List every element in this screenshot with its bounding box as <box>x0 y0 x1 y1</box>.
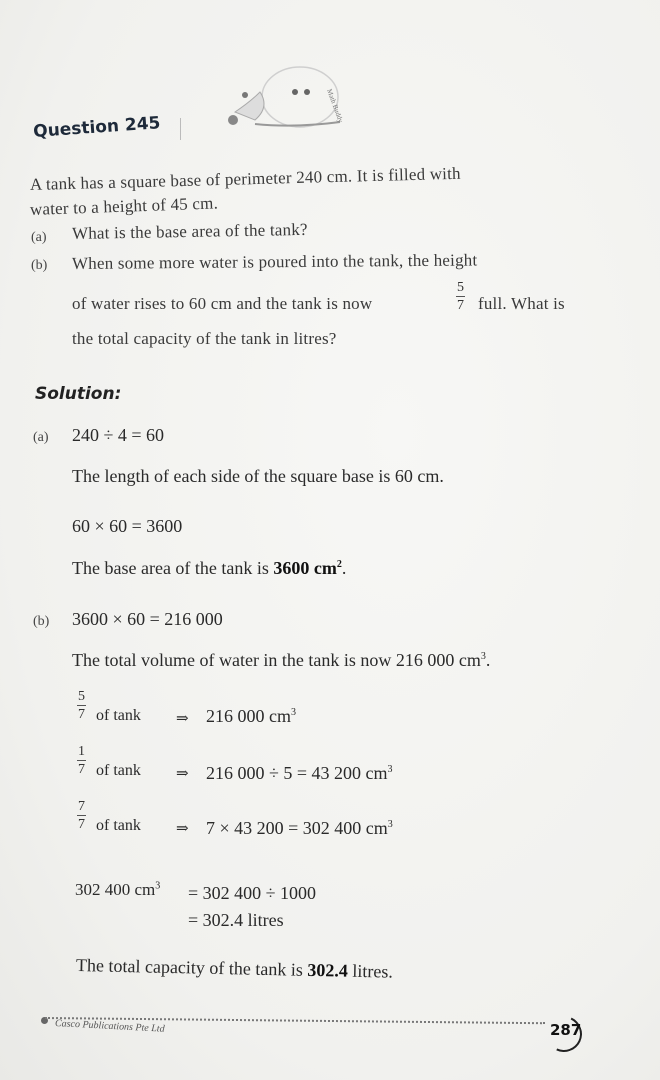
mascot-illustration-icon <box>215 62 345 132</box>
superscript: 3 <box>291 707 296 718</box>
fraction-denominator: 7 <box>78 817 85 832</box>
step3-result <box>206 818 393 839</box>
solution-a-label: (a) <box>33 430 49 445</box>
lhs-text: 302 400 cm <box>75 880 156 899</box>
fraction-numerator: 5 <box>78 689 85 704</box>
step3-arrow-icon: ⇒ <box>176 821 189 837</box>
solution-a-stmt2 <box>72 558 346 579</box>
superscript: 2 <box>336 559 342 570</box>
fraction-denominator: 7 <box>457 298 464 313</box>
fraction-numerator: 5 <box>457 280 464 295</box>
part-a-label: (a) <box>31 230 47 245</box>
final-unit: litres. <box>347 960 394 982</box>
conversion-line2: = 302.4 litres <box>188 910 284 930</box>
step1-of-tank: of tank <box>96 707 141 724</box>
step2-result <box>206 763 393 784</box>
fraction-five-sevenths <box>456 281 465 312</box>
step2-of-tank: of tank <box>96 762 141 779</box>
step3-fraction <box>77 800 86 831</box>
step3-of-tank: of tank <box>96 817 141 834</box>
svg-text:Math Buddy: Math Buddy <box>325 87 345 124</box>
result-text: 7 × 43 200 = 302 400 cm <box>206 818 388 838</box>
conversion-lhs <box>75 880 160 900</box>
fraction-numerator: 1 <box>78 744 85 759</box>
step2-fraction <box>77 745 86 776</box>
result-text: 216 000 cm <box>206 706 291 726</box>
final-text: The total capacity of the tank is <box>75 955 308 980</box>
question-title: Question 245 <box>32 113 162 142</box>
part-b-question-line1: When some more water is poured into the tank, the height <box>71 250 478 273</box>
fraction-bar <box>456 296 465 297</box>
period: . <box>485 650 491 670</box>
superscript: 3 <box>387 819 393 830</box>
fraction-numerator: 7 <box>78 799 85 814</box>
solution-a-eq1: 240 ÷ 4 = 60 <box>72 425 165 445</box>
step1-arrow-icon: ⇒ <box>176 711 189 727</box>
page-number: 287 <box>550 1021 582 1039</box>
solution-a-eq2: 60 × 60 = 3600 <box>72 516 183 536</box>
fraction-denominator: 7 <box>78 762 85 777</box>
part-a-question: What is the base area of the tank? <box>71 219 308 243</box>
capacity-value: 302.4 <box>307 959 349 981</box>
part-b-label: (b) <box>31 258 48 273</box>
stmt-text: The total volume of water in the tank is now 216 000 cm <box>72 650 481 670</box>
superscript: 3 <box>480 651 486 662</box>
period: . <box>341 558 347 578</box>
result-text: 216 000 ÷ 5 = 43 200 cm <box>206 763 388 783</box>
question-intro-line1: A tank has a square base of perimeter 240 cm. It is filled with <box>29 163 461 194</box>
solution-b-label: (b) <box>33 614 50 629</box>
step1-fraction <box>77 690 86 721</box>
stmt-text: The base area of the tank is <box>72 558 274 578</box>
solution-b-eq1: 3600 × 60 = 216 000 <box>72 609 223 629</box>
solution-title: Solution: <box>35 384 122 404</box>
fraction-denominator: 7 <box>78 707 85 722</box>
superscript: 3 <box>155 880 161 892</box>
final-answer <box>76 955 393 983</box>
solution-a-stmt1: The length of each side of the square base is 60 cm. <box>72 466 444 486</box>
part-b-question-line2-post: full. What is <box>478 294 565 313</box>
step1-result <box>206 706 296 727</box>
conversion-line1: = 302 400 ÷ 1000 <box>188 883 317 903</box>
step2-arrow-icon: ⇒ <box>176 766 189 782</box>
solution-b-stmt1 <box>72 650 490 671</box>
base-area-value: 3600 cm <box>273 558 337 578</box>
question-intro-line2: water to a height of 45 cm. <box>29 193 219 219</box>
title-divider <box>180 118 181 140</box>
superscript: 3 <box>387 764 393 775</box>
part-b-question-line2-pre: of water rises to 60 cm and the tank is now <box>72 294 373 313</box>
part-b-question-line3: the total capacity of the tank in litres? <box>72 329 337 348</box>
publisher-name: Casco Publications Pte Ltd <box>54 1018 165 1035</box>
